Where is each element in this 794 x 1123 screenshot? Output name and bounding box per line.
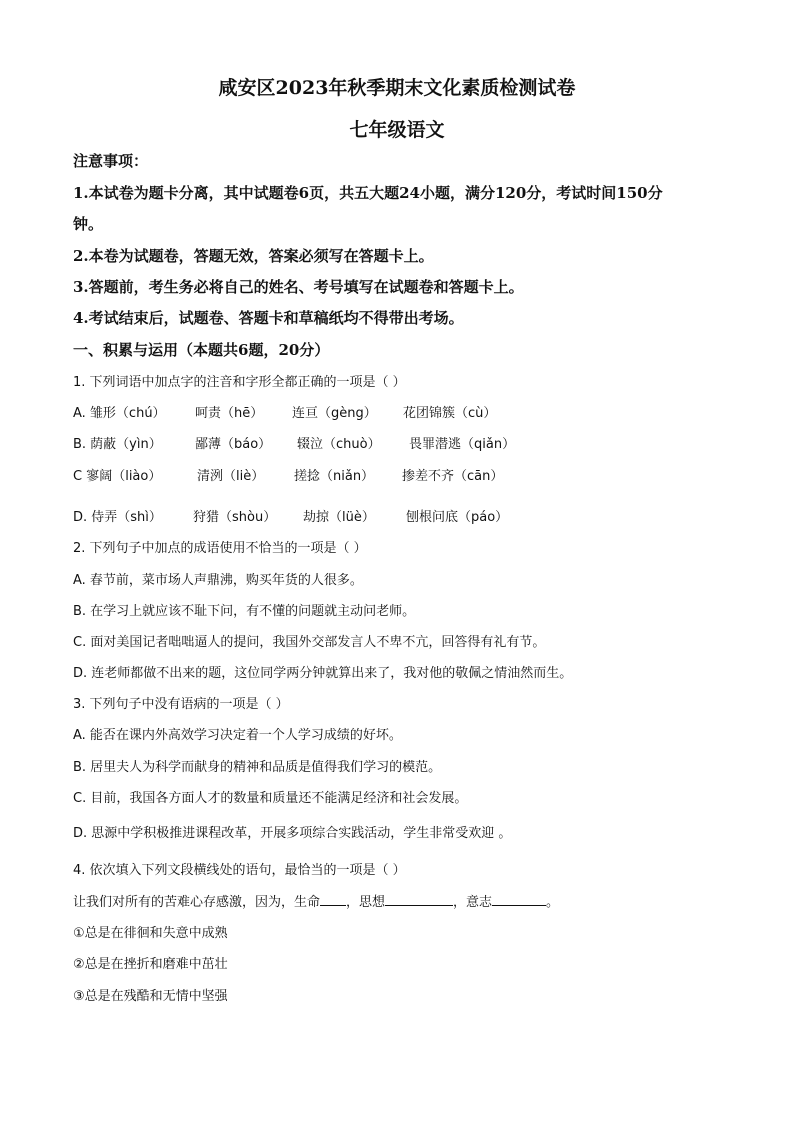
q2-option-a: A. 春节前，菜市场人声鼎沸，购买年货的人很多。	[73, 573, 363, 588]
q3-option-a: A. 能否在课内外高效学习决定着一个人学习成绩的好坏。	[73, 728, 402, 743]
q2-option-b: B. 在学习上就应该不耻下问，有不懂的问题就主动问老师。	[73, 604, 416, 619]
q1-option-b	[73, 433, 515, 452]
passage-text: ，思想	[346, 895, 386, 910]
option-word: 刨根问底（páo）	[406, 510, 509, 525]
note-item: 3.答题前，考生务必将自己的姓名、考号填写在试题卷和答题卡上。	[73, 278, 524, 296]
option-word: 狩猎（shòu）	[193, 510, 277, 525]
option-word: 花团锦簇（cù）	[403, 406, 497, 421]
exam-title: 咸安区2023年秋季期末文化素质检测试卷	[218, 77, 576, 99]
q2-option-d: D. 连老师都做不出来的题，这位同学两分钟就算出来了，我对他的敬佩之情油然而生。	[73, 666, 573, 681]
option-word: 畏罪潜逃（qiǎn）	[409, 437, 516, 452]
fill-blank-1	[320, 893, 346, 906]
q1-stem: 1. 下列词语中加点字的注音和字形全都正确的一项是（ ）	[73, 375, 406, 390]
option-word: C 寥阔（liào）	[73, 469, 162, 484]
q3-option-d: D. 思源中学积极推进课程改革，开展多项综合实践活动，学生非常受欢迎 。	[73, 826, 512, 841]
option-word: 辍泣（chuò）	[297, 437, 381, 452]
note-item: 1.本试卷为题卡分离，其中试题卷6页，共五大题24小题，满分120分，考试时间150分	[73, 184, 663, 202]
option-word: 搓捻（niǎn）	[294, 469, 375, 484]
q3-option-c: C. 目前，我国各方面人才的数量和质量还不能满足经济和社会发展。	[73, 791, 468, 806]
exam-subtitle: 七年级语文	[349, 119, 445, 141]
passage-text: 让我们对所有的苦难心存感激，因为，生命	[73, 895, 321, 910]
option-word: 连亘（gèng）	[292, 406, 377, 421]
q1-option-c	[73, 465, 503, 484]
fill-blank-3	[492, 893, 546, 906]
option-word: 清洌（liè）	[197, 469, 265, 484]
option-word: 劫掠（lüè）	[303, 510, 375, 525]
passage-text: ，意志	[453, 895, 493, 910]
q3-stem: 3. 下列句子中没有语病的一项是（ ）	[73, 697, 289, 712]
q2-option-c: C. 面对美国记者咄咄逼人的提问，我国外交部发言人不卑不亢，回答得有礼有节。	[73, 635, 546, 650]
q1-option-d	[73, 506, 508, 525]
option-word: 呵责（hē）	[195, 406, 264, 421]
section-heading: 一、积累与运用（本题共6题，20分）	[73, 341, 330, 359]
q2-stem: 2. 下列句子中加点的成语使用不恰当的一项是（ ）	[73, 541, 367, 556]
q4-choice-2: ②总是在挫折和磨难中茁壮	[73, 957, 228, 972]
q4-choice-1: ①总是在徘徊和失意中成熟	[73, 926, 228, 941]
option-word: 掺差不齐（cān）	[402, 469, 504, 484]
note-item: 2.本卷为试题卷，答题无效，答案必须写在答题卡上。	[73, 247, 434, 265]
q4-passage	[73, 891, 559, 910]
passage-text: 。	[546, 895, 560, 910]
q4-stem: 4. 依次填入下列文段横线处的语句，最恰当的一项是（ ）	[73, 863, 406, 878]
option-word: 鄙薄（báo）	[195, 437, 272, 452]
fill-blank-2	[385, 893, 453, 906]
note-item: 4.考试结束后，试题卷、答题卡和草稿纸均不得带出考场。	[73, 309, 464, 327]
option-word: B. 荫蔽（yìn）	[73, 437, 162, 452]
notes-heading: 注意事项：	[73, 152, 149, 170]
option-word: A. 雏形（chú）	[73, 406, 166, 421]
note-item: 钟。	[73, 215, 104, 233]
option-word: D. 侍弄（shì）	[73, 510, 162, 525]
q3-option-b: B. 居里夫人为科学而献身的精神和品质是值得我们学习的模范。	[73, 760, 442, 775]
q4-choice-3: ③总是在残酷和无情中坚强	[73, 989, 228, 1004]
q1-option-a	[73, 402, 496, 421]
